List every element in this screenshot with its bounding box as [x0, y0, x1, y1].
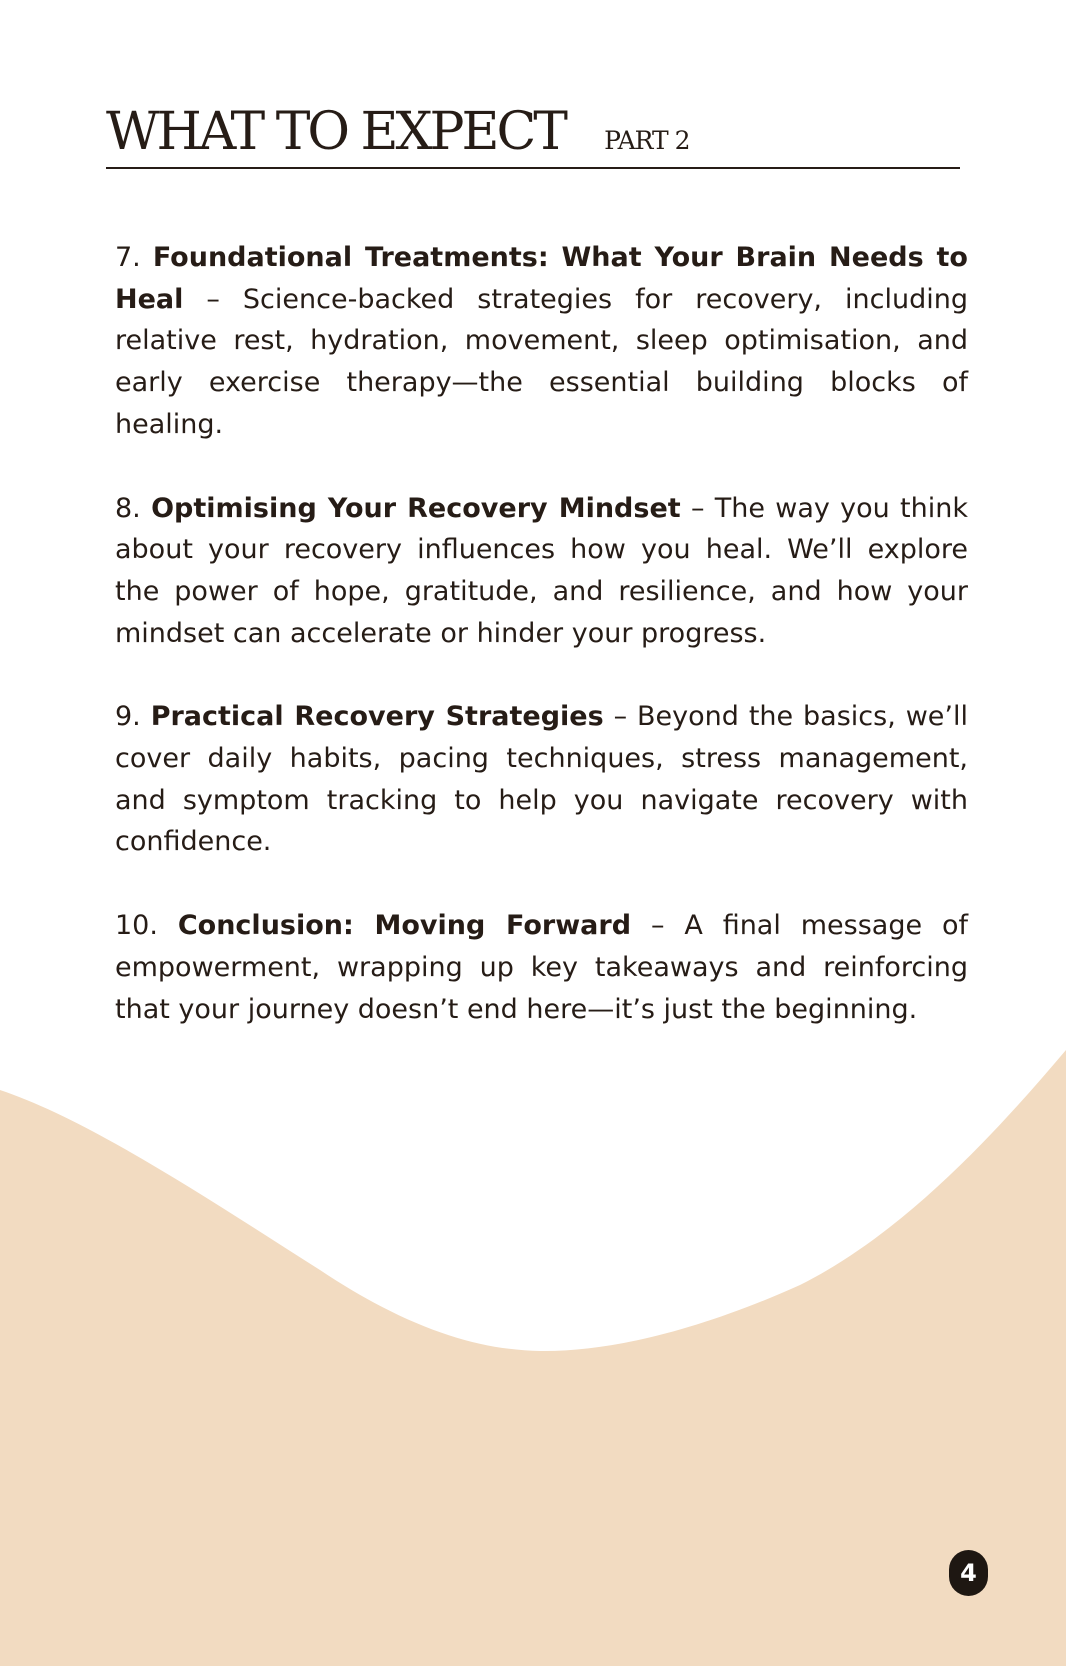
item-body: – Beyond the basics, we’ll cover daily habits, pacing techniques, stress management, and symptom tracking to help you navigate recovery with confidence. — [115, 701, 968, 858]
page-subtitle: PART 2 — [604, 126, 690, 155]
item-body: – A final message of empowerment, wrapping up key takeaways and reinforcing that your journey doesn’t end here—it’s just the beginning. — [115, 910, 968, 1025]
item-heading: Foundational Treatments: What Your Brain Needs to Heal — [115, 242, 968, 315]
list-item-10 — [115, 905, 968, 1030]
page-header — [106, 96, 960, 168]
expectations-list — [115, 237, 968, 1072]
item-number: 7. — [115, 242, 141, 273]
item-number: 10. — [115, 910, 158, 942]
item-number: 9. — [115, 701, 141, 733]
list-item-8 — [115, 488, 968, 655]
wave-path — [0, 1050, 1066, 1666]
item-heading: Practical Recovery Strategies — [150, 701, 604, 733]
item-heading: Optimising Your Recovery Mindset — [151, 492, 681, 524]
page-number-badge: 4 — [949, 1550, 988, 1596]
list-item-7 — [115, 237, 968, 446]
item-body: – Science-backed strategies for recovery, including relative rest, hydration, movement, sleep optimisation, and early exercise therapy—the essential building blocks of healing. — [115, 283, 968, 440]
list-item-9 — [115, 696, 968, 863]
item-number: 8. — [115, 492, 141, 524]
item-body: – The way you think about your recovery influences how you heal. We’ll explore the power of hope, gratitude, and resilience, and how your mindset can accelerate or hinder your progress. — [115, 492, 969, 649]
header-divider — [106, 167, 960, 169]
page-title: WHAT TO EXPECT — [106, 102, 565, 162]
item-heading: Conclusion: Moving Forward — [177, 910, 632, 942]
